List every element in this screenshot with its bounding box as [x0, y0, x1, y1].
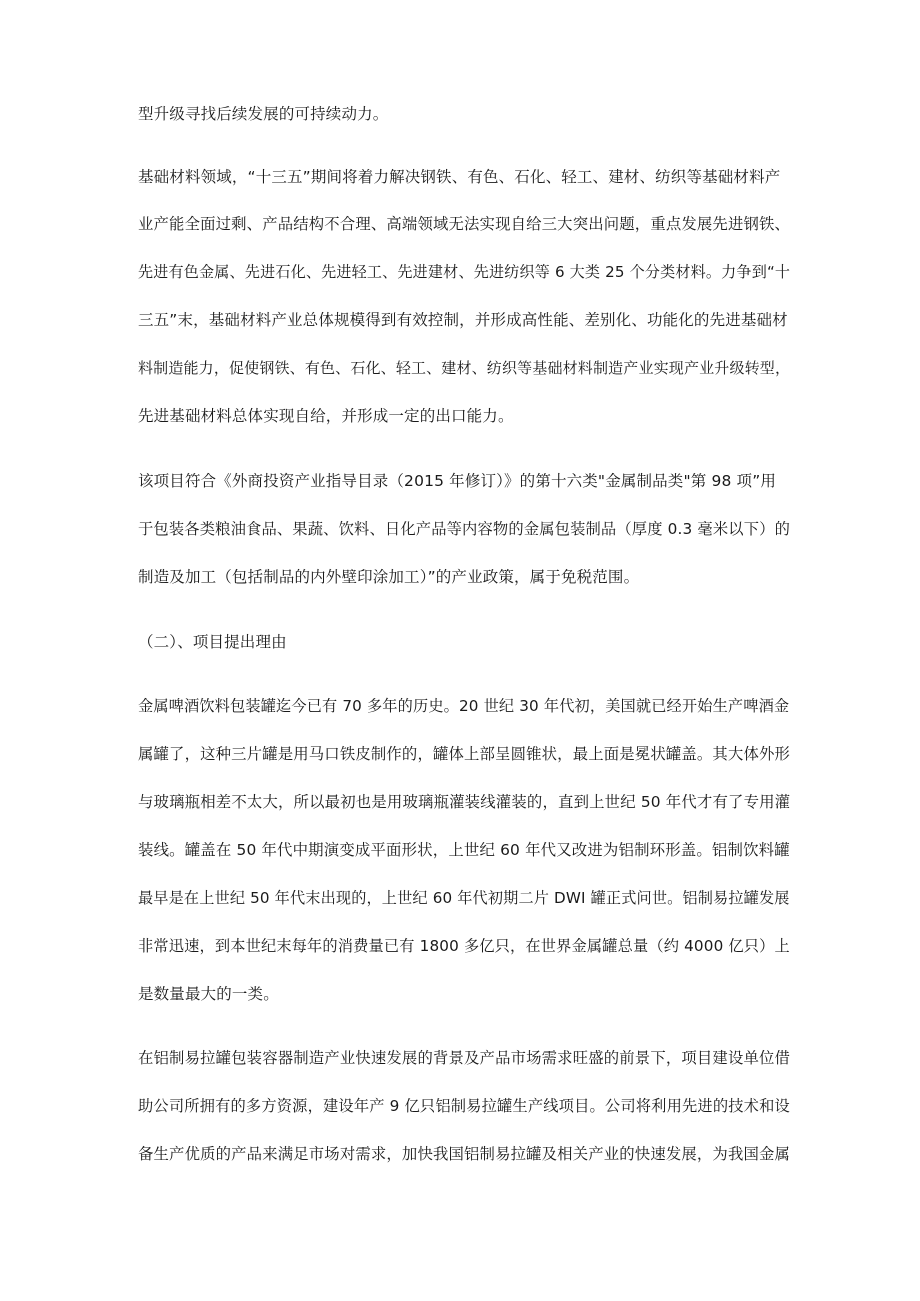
text-line: 该项目符合《外商投资产业指导目录（2015 年修订）》的第十六类"金属制品类"第 98 项”用 [138, 472, 777, 490]
text-line: 是数量最大的一类。 [138, 985, 279, 1003]
text-line: 业产能全面过剩、产品结构不合理、高端领域无法实现自给三大突出问题，重点发展先进钢铁、 [138, 215, 791, 233]
text-line: 先进基础材料总体实现自给，并形成一定的出口能力。 [138, 407, 514, 425]
text-line: 与玻璃瓶相差不太大，所以最初也是用玻璃瓶灌装线灌装的，直到上世纪 50 年代才有了专用灌 [138, 793, 791, 811]
text-line: 型升级寻找后续发展的可持续动力。 [138, 105, 389, 123]
text-line: 装线。罐盖在 50 年代中期演变成平面形状，上世纪 60 年代又改进为铝制环形盖。铝制饮料罐 [138, 841, 790, 859]
text-line: 制造及加工（包括制品的内外壁印涂加工）”的产业政策，属于免税范围。 [138, 568, 640, 586]
text-line: 非常迅速，到本世纪末每年的消费量已有 1800 多亿只，在世界金属罐总量（约 4000 亿只）上 [138, 937, 790, 955]
text-line: 金属啤酒饮料包装罐迄今已有 70 多年的历史。20 世纪 30 年代初，美国就已经开始生产啤酒金 [138, 697, 790, 715]
text-line: 助公司所拥有的多方资源，建设年产 9 亿只铝制易拉罐生产线项目。公司将利用先进的技术和设 [138, 1097, 790, 1115]
text-line: 属罐了，这种三片罐是用马口铁皮制作的，罐体上部呈圆锥状，最上面是冕状罐盖。其大体外形 [138, 745, 791, 763]
text-line: 三五”末，基础材料产业总体规模得到有效控制，并形成高性能、差别化、功能化的先进基础材 [138, 311, 788, 329]
text-line: 料制造能力，促使钢铁、有色、石化、轻工、建材、纺织等基础材料制造产业实现产业升级转型， [138, 359, 791, 377]
text-line: 最早是在上世纪 50 年代末出现的，上世纪 60 年代初期二片 DWI 罐正式问世。铝制易拉罐发展 [138, 889, 790, 907]
text-line: 备生产优质的产品来满足市场对需求，加快我国铝制易拉罐及相关产业的快速发展，为我国金属 [138, 1145, 791, 1163]
text-line: 在铝制易拉罐包装容器制造产业快速发展的背景及产品市场需求旺盛的前景下，项目建设单位借 [138, 1049, 791, 1067]
text-line: 基础材料领域，“十三五”期间将着力解决钢铁、有色、石化、轻工、建材、纺织等基础材料产 [138, 168, 781, 186]
section-heading: （二）、项目提出理由 [138, 633, 287, 651]
text-line: 先进有色金属、先进石化、先进轻工、先进建材、先进纺织等 6 大类 25 个分类材料。力争到“十 [138, 263, 791, 281]
text-line: 于包装各类粮油食品、果蔬、饮料、日化产品等内容物的金属包装制品（厚度 0.3 毫米以下）的 [138, 520, 791, 538]
